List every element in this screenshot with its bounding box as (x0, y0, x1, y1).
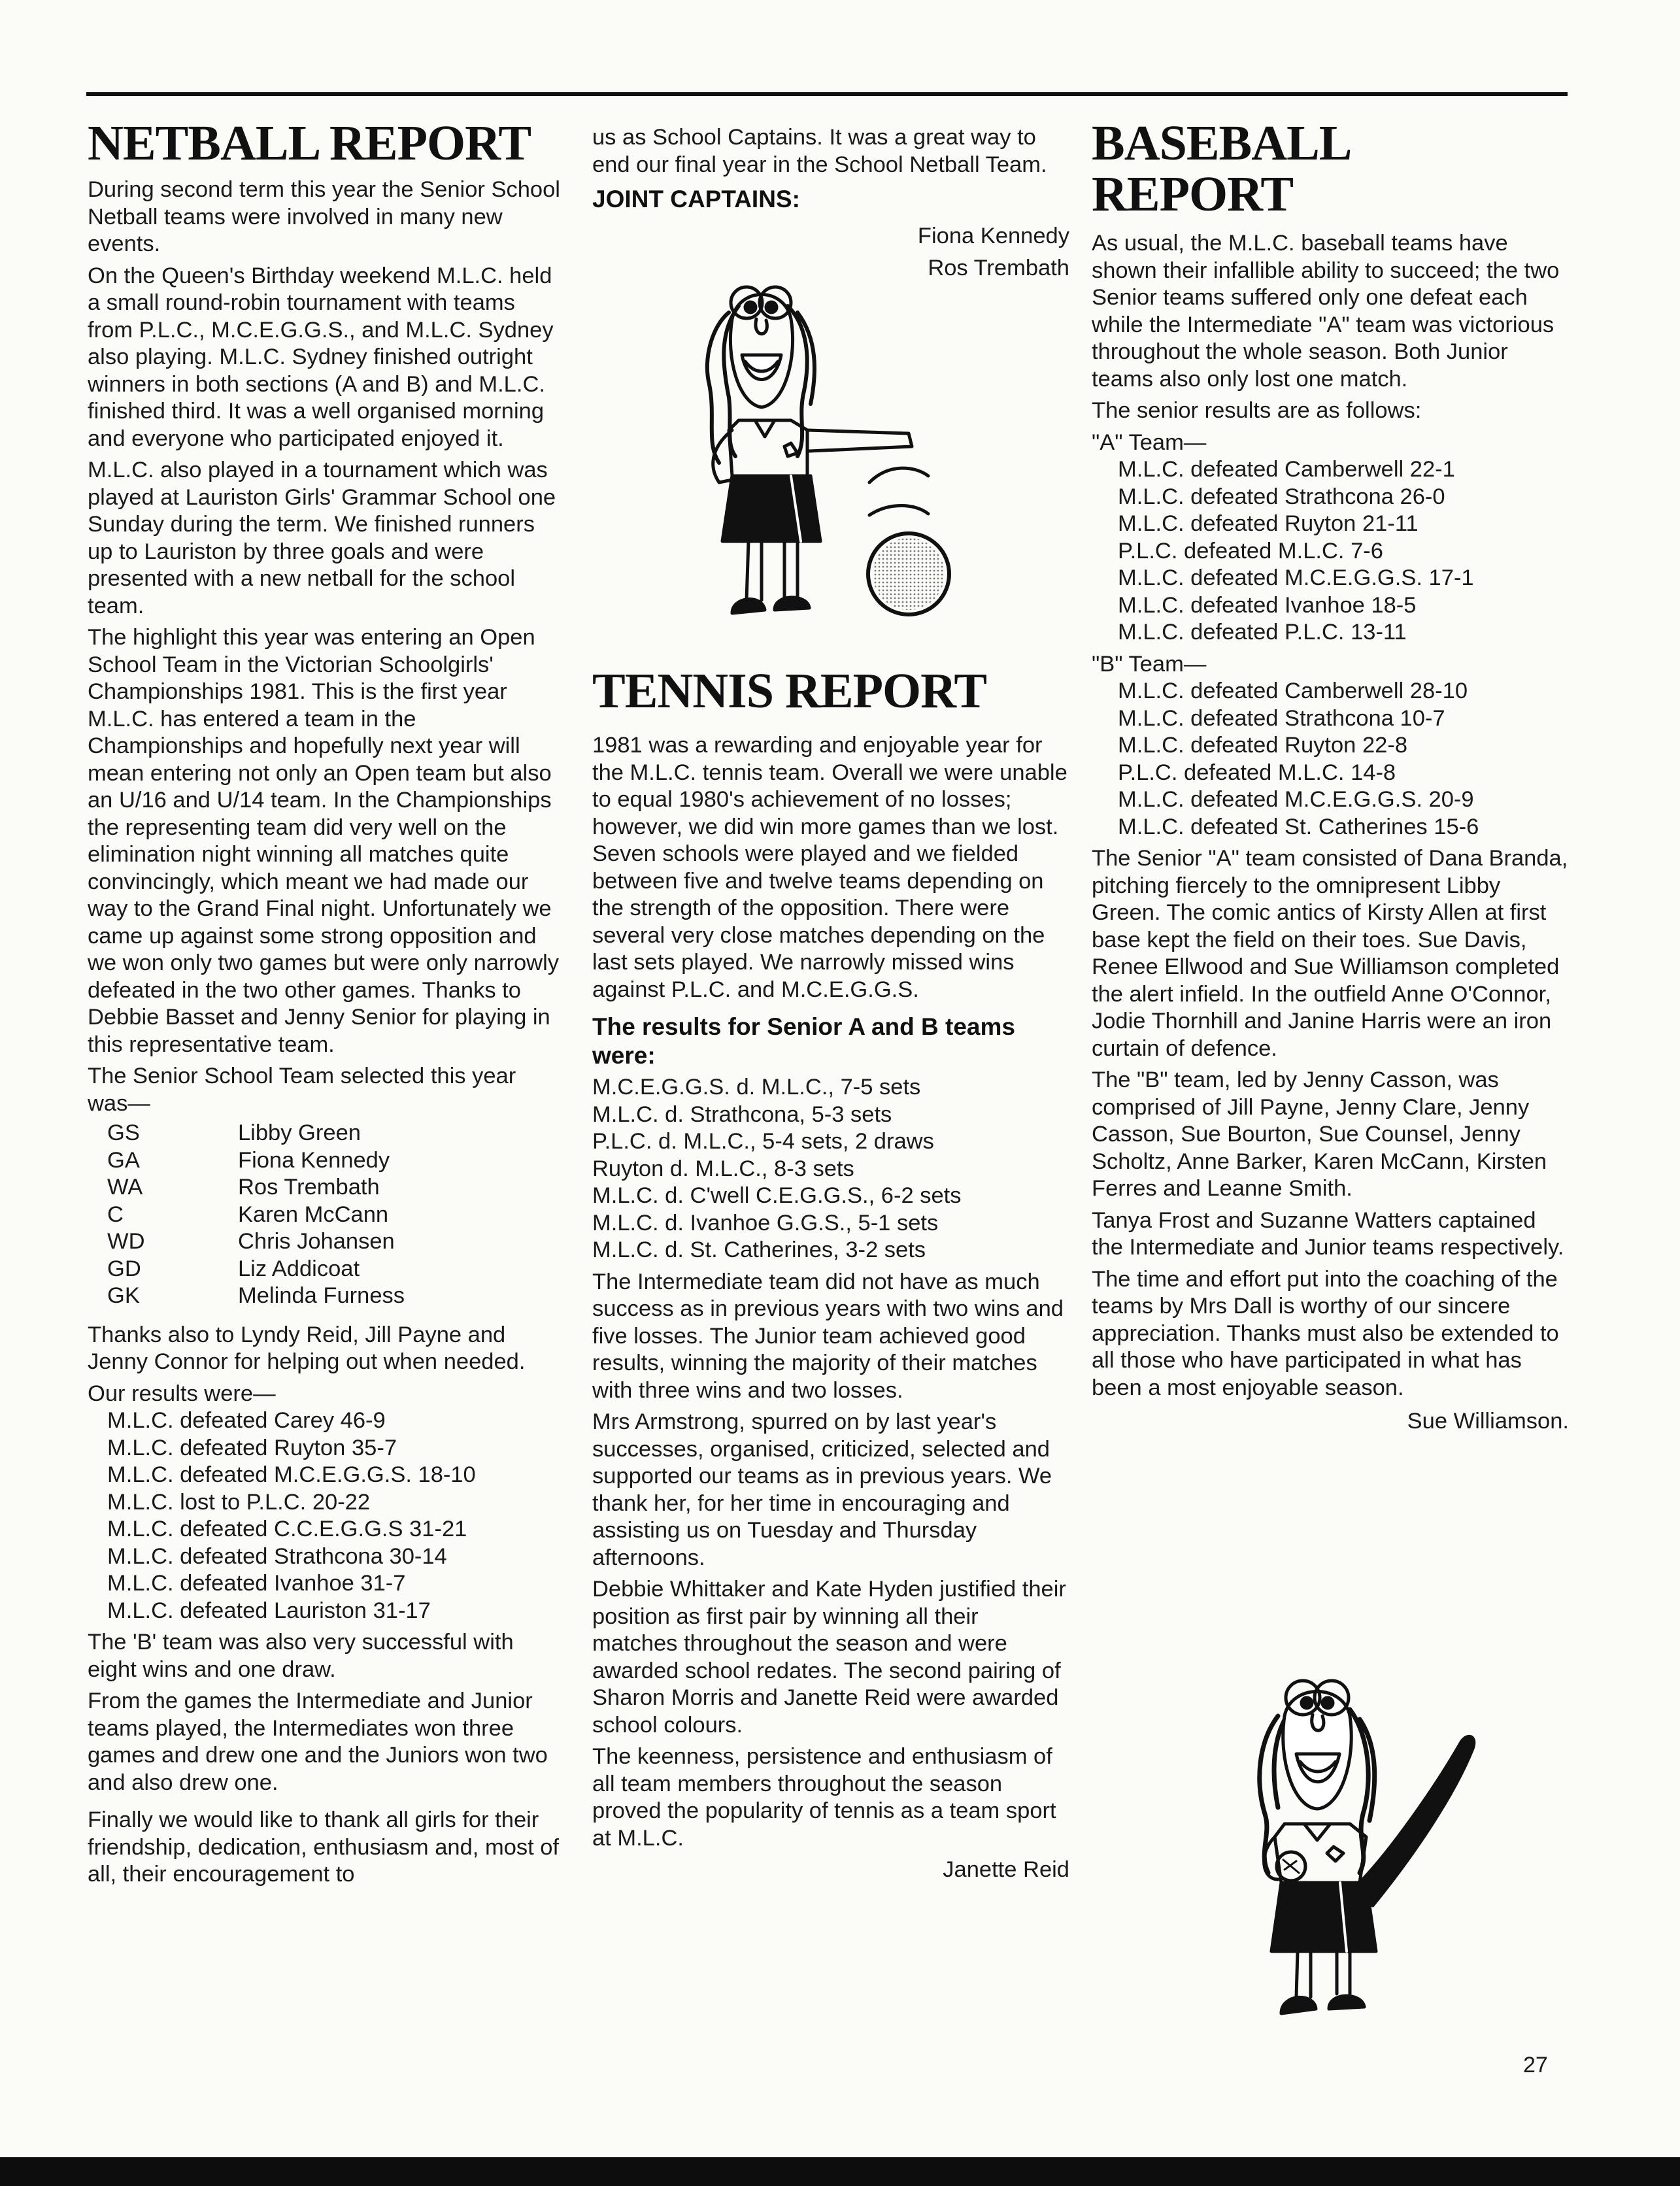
page-number: 27 (1523, 2053, 1548, 2077)
netball-results-list (88, 1407, 562, 1624)
team-row (88, 1174, 405, 1202)
team-player-name: Ros Trembath (238, 1175, 380, 1200)
netball-title: NETBALL REPORT (88, 116, 531, 171)
netball-para-7: Our results were— (88, 1381, 276, 1406)
baseball-para-3: The Senior "A" team consisted of Dana Branda, pitching fiercely to the omnipresent Libby Green. The comic antics of Kirsty Allen at first base kept the field on their toes. Sue Davis, Renee Ellwood and Sue Williamson completed the alert infield. In the outfield Anne O'Connor, Jodie Thornhill and Janine Harris were an iron curtain of defence. (1092, 846, 1568, 1061)
baseball-b-result-item: M.L.C. defeated Camberwell 28-10 (1118, 679, 1468, 703)
baseball-para-2: The senior results are as follows: (1092, 398, 1422, 423)
tennis-result-item: M.L.C. d. C'well C.E.G.G.S., 6-2 sets (592, 1183, 962, 1208)
netball-para-9: From the games the Intermediate and Junior teams played, the Intermediates won three games and drew one and the Juniors won two and also drew one. (88, 1689, 548, 1795)
netball-para-3: M.L.C. also played in a tournament which was played at Lauriston Girls' Grammar School one Sunday during the term. We finished runners up to Lauriston by three goals and were presented with a new netball for the school team. (88, 458, 556, 618)
team-player-name: Fiona Kennedy (238, 1147, 390, 1173)
baseball-a-result-item: M.L.C. defeated Camberwell 22-1 (1118, 457, 1455, 482)
baseball-a-results (1092, 456, 1569, 647)
baseball-b-results (1092, 678, 1569, 841)
baseball-a-result-item: M.L.C. defeated Ruyton 21-11 (1118, 511, 1419, 536)
baseball-title-line-2: REPORT (1092, 167, 1294, 222)
baseball-b-result-item: M.L.C. defeated M.C.E.G.G.S. 20-9 (1118, 787, 1474, 812)
netball-result-item: M.L.C. defeated Ivanhoe 31-7 (107, 1571, 406, 1596)
baseball-para-4: The "B" team, led by Jenny Casson, was comprised of Jill Payne, Jenny Clare, Jenny Casson, Sue Bourton, Sue Counsel, Jenny Scholtz, Anne Barker, Karen McCann, Kirsten Ferres and Leanne Smith. (1092, 1068, 1547, 1201)
team-player-name: Liz Addicoat (238, 1256, 360, 1281)
baseball-b-result-item: P.L.C. defeated M.L.C. 14-8 (1118, 760, 1396, 785)
team-player-name: Chris Johansen (238, 1229, 395, 1254)
top-rule (86, 92, 1568, 96)
netball-result-item: M.L.C. lost to P.L.C. 20-22 (107, 1489, 371, 1515)
tennis-result-item: M.L.C. d. St. Catherines, 3-2 sets (592, 1237, 926, 1262)
netball-para-11: us as School Captains. It was a great way to end our final year in the School Netball Team. (592, 125, 1047, 177)
baseball-a-result-item: M.L.C. defeated M.C.E.G.G.S. 17-1 (1118, 565, 1474, 590)
baseball-a-result-item: P.L.C. defeated M.L.C. 7-6 (1118, 538, 1383, 563)
baseball-title-line-1: BASEBALL (1092, 116, 1352, 171)
tennis-signature: Janette Reid (943, 1857, 1069, 1882)
team-row (88, 1120, 405, 1147)
joint-captains-heading: JOINT CAPTAINS: (592, 186, 800, 212)
netball-result-item: M.L.C. defeated C.C.E.G.G.S 31-21 (107, 1517, 467, 1541)
netball-para-2: On the Queen's Birthday weekend M.L.C. held a small round-robin tournament with teams from P.L.C., M.C.E.G.G.S., and M.L.C. Sydney also playing. M.L.C. Sydney finished outright winners in both sections (A and B) and M.L.C. finished third. It was a well organised morning and everyone who participated enjoyed it. (88, 263, 554, 451)
team-player-name: Libby Green (238, 1120, 361, 1145)
baseball-a-label: "A" Team— (1092, 429, 1207, 455)
tennis-result-item: M.L.C. d. Strathcona, 5-3 sets (592, 1101, 892, 1127)
team-position: GA (107, 1147, 140, 1173)
team-row (88, 1228, 405, 1256)
baseball-b-result-item: M.L.C. defeated Strathcona 10-7 (1118, 705, 1445, 731)
baseball-title (1092, 118, 1569, 220)
tennis-results-heading: The results for Senior A and B teams were: (592, 1013, 1015, 1069)
tennis-result-item: P.L.C. d. M.L.C., 5-4 sets, 2 draws (592, 1129, 934, 1154)
baseball-para-6: The time and effort put into the coaching of the teams by Mrs Dall is worthy of our sincere appreciation. Thanks must also be extended to all those who have participated in what has been a most enjoyable season. (1092, 1266, 1559, 1400)
baseball-a-result-item: M.L.C. defeated Ivanhoe 18-5 (1118, 592, 1417, 618)
tennis-para-5: The keenness, persistence and enthusiasm of all team members throughout the season proved the popularity of tennis as a team sport at M.L.C. (592, 1744, 1056, 1851)
tennis-para-4: Debbie Whittaker and Kate Hyden justified their position as first pair by winning all their matches throughout the season and were awarded school redates. The second pairing of Sharon Morris and Janette Reid were awarded school colours. (592, 1577, 1066, 1738)
tennis-result-item: Ruyton d. M.L.C., 8-3 sets (592, 1156, 854, 1181)
tennis-result-item: M.C.E.G.G.S. d. M.L.C., 7-5 sets (592, 1075, 921, 1100)
baseball-b-result-item: M.L.C. defeated Ruyton 22-8 (1118, 733, 1408, 758)
tennis-results-list (573, 1074, 1069, 1264)
team-position: WA (107, 1175, 143, 1200)
netball-team-table (88, 1120, 405, 1310)
netball-para-6: Thanks also to Lyndy Reid, Jill Payne and Jenny Connor for helping out when needed. (88, 1322, 526, 1374)
baseball-para-1: As usual, the M.L.C. baseball teams have shown their infallible ability to succeed; the two Senior teams suffered only one defeat each while the Intermediate "A" team was victorious throughout the whole season. Both Junior teams also only lost one match. (1092, 231, 1560, 392)
tennis-para-3: Mrs Armstrong, spurred on by last year's successes, organised, criticized, selected and supported our teams as in previous years. We thank her, for her time in encouraging and assisting us on Tuesday and Thursday afternoons. (592, 1409, 1052, 1570)
netball-girl-illustration (693, 267, 974, 633)
baseball-a-result-item: M.L.C. defeated Strathcona 26-0 (1118, 484, 1445, 509)
netball-para-4: The highlight this year was entering an Open School Team in the Victorian Schoolgirls' Championships 1981. This is the first year M.L.C. has entered a team in the Championships and hopefully next year will mean entering not only an Open team but also an U/16 and U/14 team. In the Championships the representing team did very well on the elimination night winning all matches quite convincingly, which meant we had made our way to the Grand Final night. Unfortunately we came up against some strong opposition and we won only two games but were only narrowly defeated in the two other games. Thanks to Debbie Basset and Jenny Senior for playing in this representative team. (88, 625, 559, 1057)
team-position: GK (107, 1283, 140, 1308)
captain-name-1: Fiona Kennedy (917, 224, 1069, 248)
baseball-signature: Sue Williamson. (1407, 1409, 1569, 1434)
team-position: WD (107, 1229, 145, 1254)
baseball-girl-illustration (1219, 1657, 1494, 2023)
team-player-name: Melinda Furness (238, 1283, 405, 1308)
tennis-title: TENNIS REPORT (592, 664, 987, 718)
team-player-name: Karen McCann (238, 1202, 389, 1227)
netball-para-1: During second term this year the Senior School Netball teams were involved in many new events. (88, 177, 560, 256)
baseball-b-label: "B" Team— (1092, 651, 1207, 677)
team-position: GD (107, 1256, 141, 1281)
tennis-para-2: The Intermediate team did not have as much success as in previous years with two wins and five losses. The Junior team achieved good results, winning the majority of their matches with three wins and two losses. (592, 1269, 1064, 1403)
team-row (88, 1202, 405, 1229)
netball-para-10: Finally we would like to thank all girls for their friendship, dedication, enthusiasm and, most of all, their encouragement to (88, 1808, 560, 1887)
team-position: C (107, 1202, 124, 1227)
team-row (88, 1147, 405, 1175)
netball-result-item: M.L.C. defeated Lauriston 31-17 (107, 1598, 431, 1623)
team-row (88, 1283, 405, 1310)
tennis-result-item: M.L.C. d. Ivanhoe G.G.S., 5-1 sets (592, 1210, 939, 1236)
column-baseball (1092, 118, 1569, 1440)
netball-result-item: M.L.C. defeated Strathcona 30-14 (107, 1543, 447, 1569)
netball-para-8: The 'B' team was also very successful with eight wins and one draw. (88, 1630, 514, 1682)
netball-result-item: M.L.C. defeated Carey 46-9 (107, 1408, 386, 1433)
captain-name-2: Ros Trembath (928, 255, 1069, 280)
team-position: GS (107, 1120, 140, 1145)
team-row (88, 1256, 405, 1283)
netball-para-5: The Senior School Team selected this year was— (88, 1064, 516, 1116)
netball-result-item: M.L.C. defeated M.C.E.G.G.S. 18-10 (107, 1462, 476, 1487)
baseball-b-result-item: M.L.C. defeated St. Catherines 15-6 (1118, 814, 1479, 839)
column-netball (88, 118, 562, 1893)
baseball-para-5: Tanya Frost and Suzanne Watters captained the Intermediate and Junior teams respectively. (1092, 1207, 1564, 1260)
tennis-para-1: 1981 was a rewarding and enjoyable year for the M.L.C. tennis team. Overall we were unable to equal 1980's achievement of no losses; however, we did win more games than we lost. Seven schools were played and we fielded between five and twelve teams depending on the strength of the opposition. There were several very close matches depending on the last sets played. We narrowly missed wins against P.L.C. and M.C.E.G.G.S. (592, 733, 1067, 1002)
netball-result-item: M.L.C. defeated Ruyton 35-7 (107, 1435, 397, 1460)
baseball-a-result-item: M.L.C. defeated P.L.C. 13-11 (1118, 620, 1407, 645)
scan-bottom-edge (0, 2157, 1680, 2186)
